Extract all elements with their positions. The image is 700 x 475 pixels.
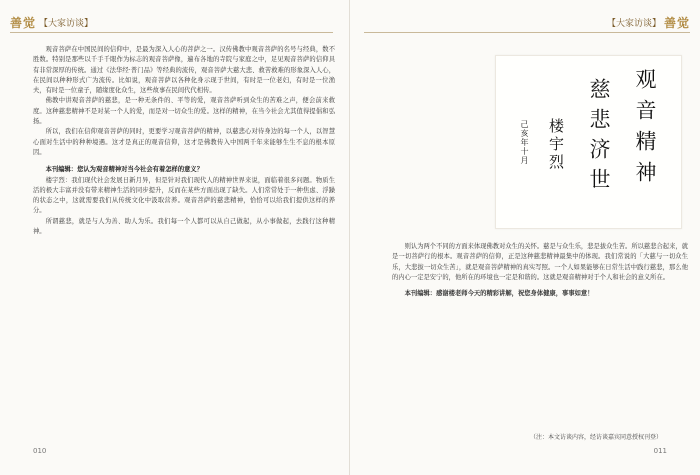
closing-remark: 本刊编辑：感谢楼老师今天的精彩讲解，祝您身体健康，事事如意！ [404, 290, 594, 298]
magazine-logo: 善觉 [10, 15, 37, 30]
interview-question: 本刊编辑：您认为观音精神对当今社会有着怎样的意义？ [45, 166, 204, 174]
right-header [607, 14, 690, 30]
page-number: 010 [33, 447, 47, 455]
paragraph: 则认为两个不同的方面来体现佛教对众生的关怀。慈是与众生乐，悲是拔众生苦。所以慈悲合起来，就是一切菩萨行的根本。观音菩萨的信仰，正是这种慈悲精神最集中的体现。我们常说的「大慈与一切众生乐，大悲拔一切众生苦」，就是观音菩萨精神的真实写照。一个人如果能够在日常生活中践行慈悲，那么他的内心一定是安宁的，他所在的环境也一定是和谐的。这就是观音精神对于个人和社会的意义所在。 [392, 243, 688, 281]
page-number: 011 [653, 447, 667, 455]
header-rule [10, 32, 333, 33]
left-body-text [33, 45, 335, 237]
right-page [350, 0, 700, 475]
section-label: 【大家访谈】 [39, 18, 94, 29]
paragraph: 佛教中讲观音菩萨的慈悲，是一种无条件的、平等的爱，观音菩萨听到众生的苦难之声，便会前来救度。这种慈悲精神不是对某一个人的爱，而是对一切众生的爱。这样的精神，在当今社会尤其值得提倡和弘扬。 [33, 97, 335, 126]
calligraphy-line: 观音精神 [633, 68, 657, 192]
calligraphy-line: 慈悲济世 [587, 78, 611, 198]
calligraphy-artwork [495, 55, 682, 229]
magazine-logo: 善觉 [663, 15, 690, 30]
calligraphy-date: 己亥年十月 [520, 120, 529, 165]
calligraphy-signature: 楼宇烈 [547, 118, 565, 172]
footnote: （注：本文访谈内容，经访谈嘉宾同意授权刊登） [529, 434, 662, 441]
paragraph: 观音菩萨在中国民间的信仰中，是最为深入人心的菩萨之一。汉传佛教中观音菩萨的名号与经典，数不胜数。特别是那些以千手千眼作为标志的观音菩萨像，遍布各地的寺院与家庭之中，足见观音菩萨的信仰具有非常深厚的传统。通过《法华经·普门品》等经典的流传，观音菩萨大慈大悲、救苦救难的形象深入人心，在民间以种种形式广为流传。比如说，观音菩萨以各种化身示现于世间，有时是一位老妇，有时是一位渔夫，有时是一位童子，随缘度化众生，这些故事在民间代代相传。 [33, 46, 335, 95]
interview-answer: 楼宇烈：我们现代社会发展日新月异，但是针对我们现代人的精神世界来说，面临着很多问题。物质生活的极大丰富并没有带来精神生活的同步提升，反而在某些方面出现了缺失。人们常常处于一种焦虑、浮躁的状态之中，这就需要我们从传统文化中汲取营养。观音菩萨的慈悲精神，恰恰可以给我们提供这样的养分。 [33, 176, 335, 215]
header-rule [364, 32, 690, 33]
section-label: 【大家访谈】 [606, 18, 661, 29]
paragraph: 所以，我们在信仰观音菩萨的同时，更要学习观音菩萨的精神，以慈悲心对待身边的每一个人，以智慧心面对生活中的种种境遇。这才是真正的观音信仰，这才是佛教传入中国两千年来能够生生不息的根本原因。 [33, 128, 335, 156]
left-header [10, 14, 93, 30]
right-body-text [392, 242, 688, 299]
interview-answer: 所谓慈悲，就是与人为善、助人为乐。我们每一个人都可以从自己做起，从小事做起，去践行这种精神。 [33, 217, 335, 236]
